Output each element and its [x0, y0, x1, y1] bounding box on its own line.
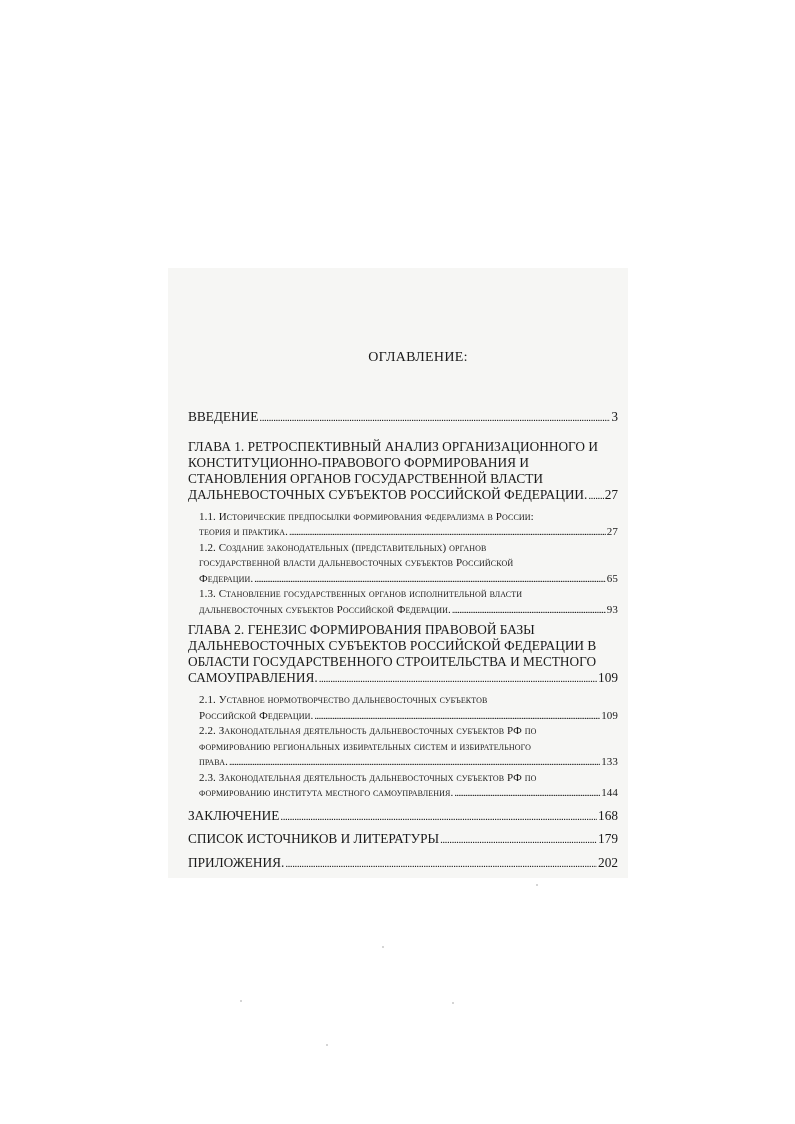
section-title-line: формированию института местного самоуправления.: [199, 787, 454, 799]
section-title-line: теория и практика.: [199, 526, 289, 538]
chapter-title-line: ДАЛЬНЕВОСТОЧНЫХ СУБЪЕКТОВ РОССИЙСКОЙ ФЕДЕРАЦИИ.: [188, 486, 588, 502]
scan-speck: [536, 884, 538, 886]
entry-label: СПИСОК ИСТОЧНИКОВ И ЛИТЕРАТУРЫ: [188, 831, 440, 846]
page-number: 133: [601, 756, 618, 768]
dot-leader: [440, 831, 597, 849]
page-number: 168: [598, 807, 618, 823]
page-number: 27: [604, 486, 618, 502]
section-title-line: Федерации.: [199, 572, 254, 585]
toc-entry-sources[interactable]: [188, 831, 618, 849]
dot-leader: [229, 755, 600, 771]
toc-chapter-2[interactable]: [188, 622, 618, 687]
toc-section-1-3[interactable]: [199, 587, 618, 618]
scan-speck: [452, 1002, 454, 1004]
section-title-line: 1.2. Создание законодательных (представительных) органов: [199, 541, 487, 554]
chapter-title-line: СТАНОВЛЕНИЯ ОРГАНОВ ГОСУДАРСТВЕННОЙ ВЛАСТИ: [188, 470, 544, 486]
dot-leader: [280, 808, 597, 826]
page-number: 27: [606, 526, 618, 538]
dot-leader: [454, 786, 600, 802]
entry-label: ВВЕДЕНИЕ: [188, 409, 259, 424]
toc-section-2-3[interactable]: [199, 771, 618, 802]
page-number: 109: [601, 709, 618, 722]
page-number: 109: [598, 670, 618, 685]
section-title-line: Российской Федерации.: [199, 709, 314, 722]
scan-speck: [382, 946, 384, 948]
section-title-line: формированию региональных избирательных систем и избирательного: [199, 740, 532, 753]
dot-leader: [314, 709, 600, 725]
dot-leader: [319, 670, 597, 687]
page-number: 179: [598, 831, 618, 846]
entry-label: ЗАКЛЮЧЕНИЕ: [188, 807, 280, 823]
section-title-line: 1.3. Становление государственных органов исполнительной власти: [199, 588, 523, 600]
section-title-line: 2.3. Законодательная деятельность дальневосточных субъектов РФ по: [199, 771, 537, 784]
scan-speck: [240, 1000, 242, 1002]
section-title-line: 2.1. Уставное нормотворчество дальневосточных субъектов: [199, 694, 488, 706]
page-number: 202: [598, 854, 618, 870]
dot-leader: [588, 487, 603, 504]
dot-leader: [452, 603, 606, 619]
chapter-title-line: ГЛАВА 1. РЕТРОСПЕКТИВНЫЙ АНАЛИЗ ОРГАНИЗАЦИОННОГО И: [188, 438, 598, 454]
table-of-contents: [188, 350, 618, 872]
chapter-title-line: ОБЛАСТИ ГОСУДАРСТВЕННОГО СТРОИТЕЛЬСТВА И МЕСТНОГО: [188, 654, 597, 669]
dot-leader: [259, 409, 610, 427]
chapter-title-line: КОНСТИТУЦИОННО-ПРАВОВОГО ФОРМИРОВАНИЯ И: [188, 454, 529, 470]
toc-entry-introduction[interactable]: [188, 409, 618, 427]
chapter-title-line: ДАЛЬНЕВОСТОЧНЫХ СУБЪЕКТОВ РОССИЙСКОЙ ФЕДЕРАЦИИ В: [188, 638, 597, 653]
chapter-title-line: ГЛАВА 2. ГЕНЕЗИС ФОРМИРОВАНИЯ ПРАВОВОЙ БАЗЫ: [188, 622, 535, 637]
toc-section-1-1[interactable]: [199, 510, 618, 541]
section-title-line: 2.2. Законодательная деятельность дальневосточных субъектов РФ по: [199, 725, 537, 737]
toc-title: ОГЛАВЛЕНИЕ:: [368, 350, 468, 365]
toc-entry-conclusion[interactable]: [188, 808, 618, 826]
page-number: 3: [611, 409, 618, 424]
scan-speck: [326, 1044, 328, 1046]
page-number: 65: [606, 572, 618, 585]
toc-chapter-1[interactable]: [188, 439, 618, 504]
section-title-line: права.: [199, 756, 228, 768]
section-title-line: 1.1. Исторические предпосылки формирования федерализма в России:: [199, 510, 534, 523]
section-title-line: государственной власти дальневосточных субъектов Российской: [199, 557, 514, 569]
page-number: 144: [601, 787, 618, 799]
toc-section-1-2[interactable]: [199, 541, 618, 588]
toc-section-2-1[interactable]: [199, 693, 618, 724]
section-title-line: дальневосточных субъектов Российской Федерации.: [199, 603, 451, 616]
chapter-title-line: САМОУПРАВЛЕНИЯ.: [188, 670, 318, 685]
dot-leader: [254, 572, 606, 588]
dot-leader: [289, 525, 606, 541]
toc-section-2-2[interactable]: [199, 724, 618, 771]
toc-entry-appendix[interactable]: [188, 855, 618, 873]
dot-leader: [285, 855, 597, 873]
entry-label: ПРИЛОЖЕНИЯ.: [188, 854, 285, 870]
page-number: 93: [606, 603, 618, 616]
